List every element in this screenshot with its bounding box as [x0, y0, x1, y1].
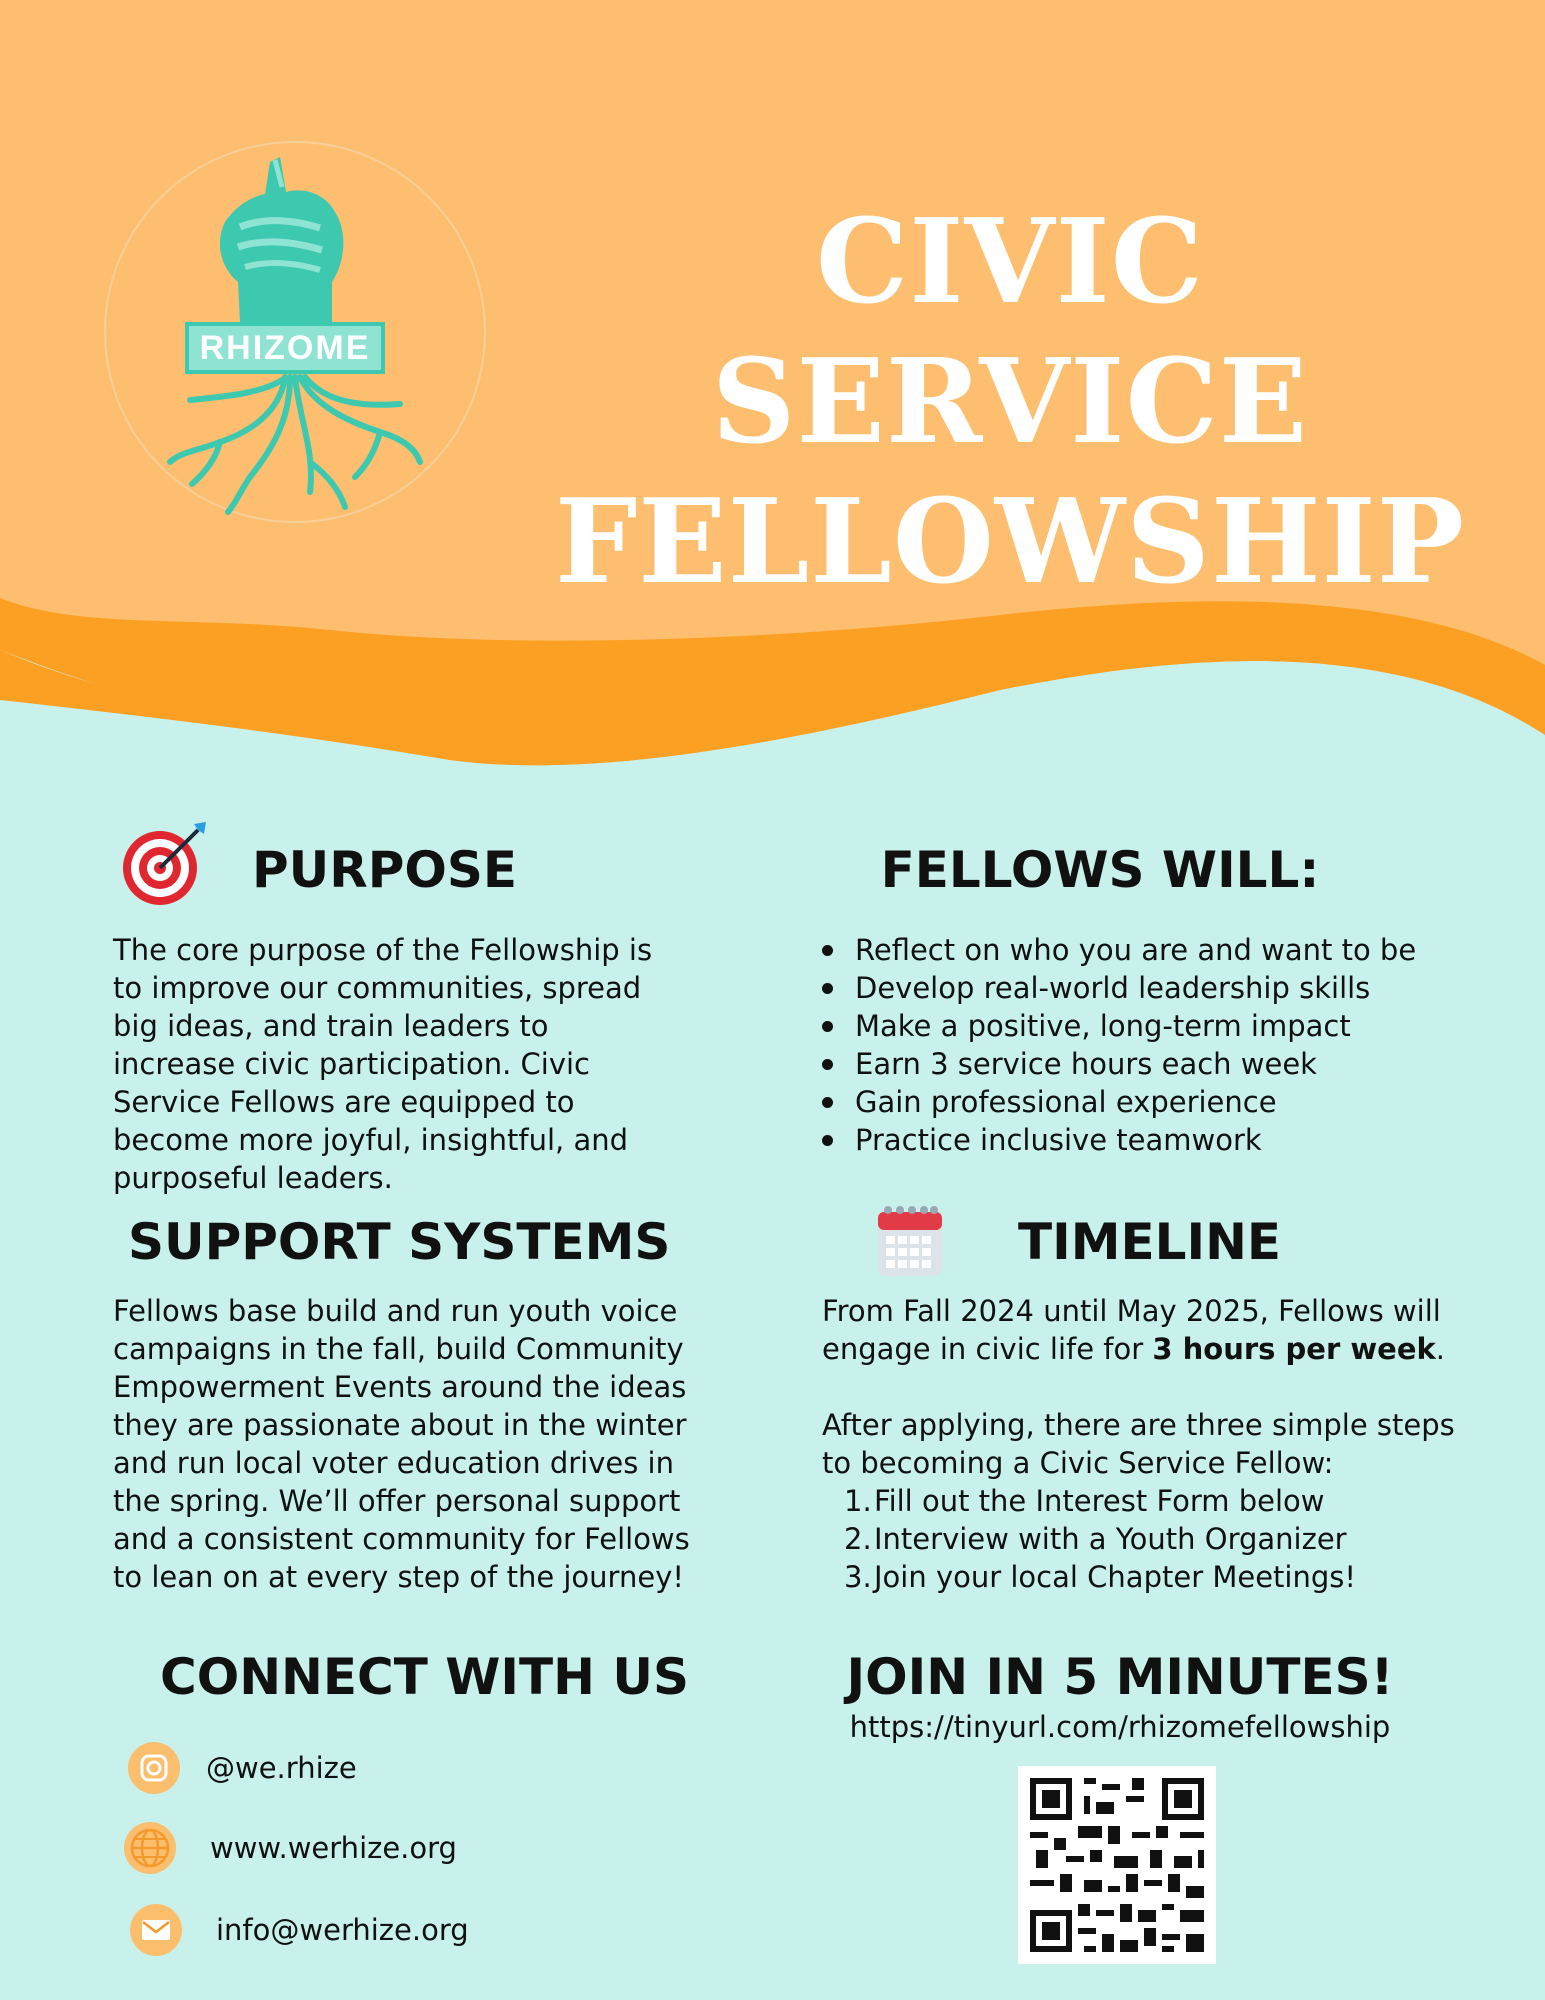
instagram-icon — [128, 1742, 180, 1794]
list-item: Make a positive, long-term impact — [817, 1007, 1477, 1045]
timeline-intro-end: . — [1435, 1332, 1445, 1366]
globe-icon — [124, 1822, 176, 1874]
fellows-will-list — [817, 931, 1477, 1159]
join-heading: JOIN IN 5 MINUTES! — [846, 1648, 1394, 1706]
timeline-heading: TIMELINE — [1018, 1213, 1282, 1271]
list-item: 2. Interview with a Youth Organizer — [844, 1522, 1347, 1556]
contact-instagram[interactable] — [128, 1742, 357, 1794]
fellows-will-heading: FELLOWS WILL: — [880, 841, 1320, 899]
target-icon — [120, 818, 212, 910]
timeline-body — [822, 1292, 1472, 1596]
email-link[interactable]: info@werhize.org — [216, 1913, 469, 1947]
list-item: 3. Join your local Chapter Meetings! — [844, 1560, 1356, 1594]
page-title — [510, 192, 1510, 612]
signup-url[interactable]: https://tinyurl.com/rhizomefellowship — [849, 1710, 1391, 1744]
website-link[interactable]: www.werhize.org — [210, 1831, 457, 1865]
calendar-icon — [876, 1202, 944, 1278]
contact-email[interactable] — [130, 1904, 469, 1956]
contact-website[interactable] — [124, 1822, 457, 1874]
logo-wordmark: RHIZOME — [185, 322, 385, 374]
timeline-intro-text: From Fall 2024 until May 2025, Fellows will engage in civic life for — [822, 1294, 1441, 1366]
list-item: 1. Fill out the Interest Form below — [844, 1484, 1325, 1518]
list-item: Develop real-world leadership skills — [817, 969, 1477, 1007]
step-text: Fill out the Interest Form below — [874, 1484, 1325, 1518]
step-text: Interview with a Youth Organizer — [874, 1522, 1347, 1556]
list-item: Reflect on who you are and want to be — [817, 931, 1477, 969]
list-item: Gain professional experience — [817, 1083, 1477, 1121]
purpose-heading: PURPOSE — [252, 841, 518, 899]
support-heading: SUPPORT SYSTEMS — [128, 1213, 671, 1271]
step-text: Join your local Chapter Meetings! — [874, 1560, 1356, 1594]
qr-code-icon[interactable] — [1018, 1766, 1216, 1964]
list-item: Earn 3 service hours each week — [817, 1045, 1477, 1083]
timeline-steps-intro: After applying, there are three simple steps to becoming a Civic Service Fellow: — [822, 1408, 1455, 1480]
timeline-hours: 3 hours per week — [1152, 1332, 1436, 1366]
connect-heading: CONNECT WITH US — [160, 1648, 689, 1706]
rhizome-logo — [100, 132, 490, 532]
list-item: Practice inclusive teamwork — [817, 1121, 1477, 1159]
support-text: Fellows base build and run youth voice campaigns in the fall, build Community Empowerment Events around the ideas they are passionate about in the winter and run local voter education drives in the spring. We’ll offer personal support and a consistent community for Fellows to lean on at every step of the journey! — [113, 1294, 690, 1594]
steps-list — [844, 1482, 1472, 1596]
instagram-handle[interactable]: @we.rhize — [206, 1751, 357, 1785]
mail-icon — [130, 1904, 182, 1956]
timeline-intro — [822, 1292, 1472, 1368]
title-line-1: CIVIC SERVICE — [711, 194, 1309, 470]
title-line-2: FELLOWSHIP — [554, 474, 1466, 610]
purpose-text: The core purpose of the Fellowship is to improve our communities, spread big ideas, and train leaders to increase civic participation. Civic Service Fellows are equipped to become more joyful, insightful, and purposeful leaders. — [113, 933, 653, 1195]
